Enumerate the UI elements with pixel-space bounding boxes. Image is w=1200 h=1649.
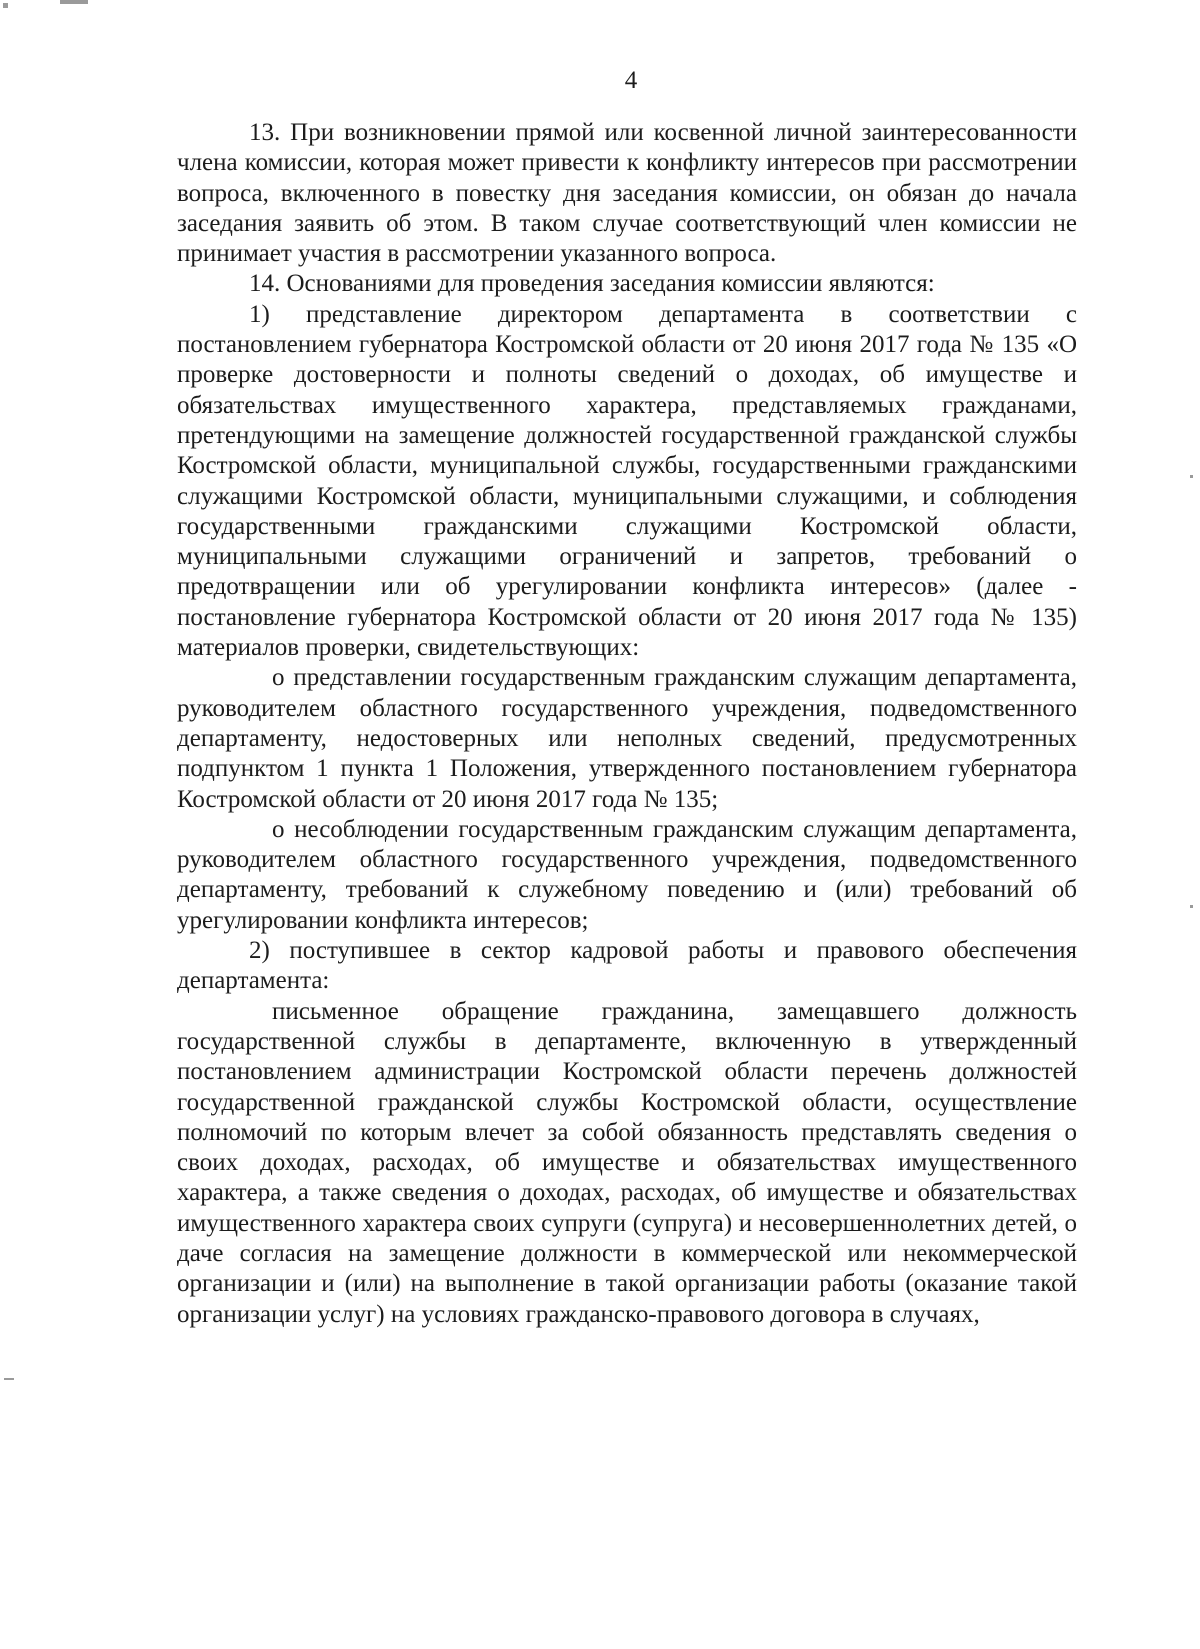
scan-artifact-top-left-dot [3,3,8,8]
scan-artifact-right-edge [1190,475,1193,478]
document-body [177,118,1077,1330]
paragraph-14-item-1: 1) представление директором департамента в соответствии с постановлением губернатора Костромской области от 20 июня 2017 года № 135 «О проверке достоверности и полноты сведений о доходах, об имуществе и обязательствах имущественного характера, представляемых гражданами, претендующими на замещение должностей государственной гражданской службы Костромской области, муниципальной службы, государственными гражданскими служащими Костромской области, муниципальными служащими, и соблюдения государственными гражданскими служащими Костромской области, муниципальными служащими ограничений и запретов, требований о предотвращении или об урегулировании конфликта интересов» (далее - постановление губернатора Костромской области от 20 июня 2017 года № 135) материалов проверки, свидетельствующих: [177,300,1077,662]
page-number: 4 [624,67,638,94]
scan-artifact-left-edge [4,1378,14,1380]
paragraph-14-item-1-bullet-b: о несоблюдении государственным гражданским служащим департамента, руководителем областного государственного учреждения, подведомственного департаменту, требований к служебному поведению и (или) требований об урегулировании конфликта интересов; [177,815,1077,934]
paragraph-14-item-2: 2) поступившее в сектор кадровой работы и правового обеспечения департамента: [177,937,1077,995]
paragraph-14-item-2-appeal: письменное обращение гражданина, замещавшего должность государственной службы в департаменте, включенную в утвержденный постановлением администрации Костромской области перечень должностей государственной гражданской службы Костромской области, осуществление полномочий по которым влечет за собой обязанность представлять сведения о своих доходах, расходах, об имуществе и обязательствах имущественного характера, а также сведения о доходах, расходах, об имуществе и обязательствах имущественного характера своих супруги (супруга) и несовершеннолетних детей, о даче согласия на замещение должности в коммерческой или некоммерческой организации и (или) на выполнение в такой организации работы (оказание такой организации услуг) на условиях гражданско-правового договора в случаях, [177,997,1077,1328]
paragraph-14-item-1-bullet-a: о представлении государственным гражданским служащим департамента, руководителем областного государственного учреждения, подведомственного департаменту, недостоверных или неполных сведений, предусмотренных подпунктом 1 пункта 1 Положения, утвержденного постановлением губернатора Костромской области от 20 июня 2017 года № 135; [177,664,1077,813]
scan-artifact-top-left [60,0,88,4]
paragraph-13: 13. При возникновении прямой или косвенной личной заинтересованности члена комиссии, которая может привести к конфликту интересов при рассмотрении вопроса, включенного в повестку дня заседания комиссии, он обязан до начала заседания заявить об этом. В таком случае соответствующий член комиссии не принимает участия в рассмотрении указанного вопроса. [177,119,1077,268]
paragraph-14: 14. Основаниями для проведения заседания комиссии являются: [249,270,935,298]
scan-artifact-right-edge-2 [1190,905,1193,908]
